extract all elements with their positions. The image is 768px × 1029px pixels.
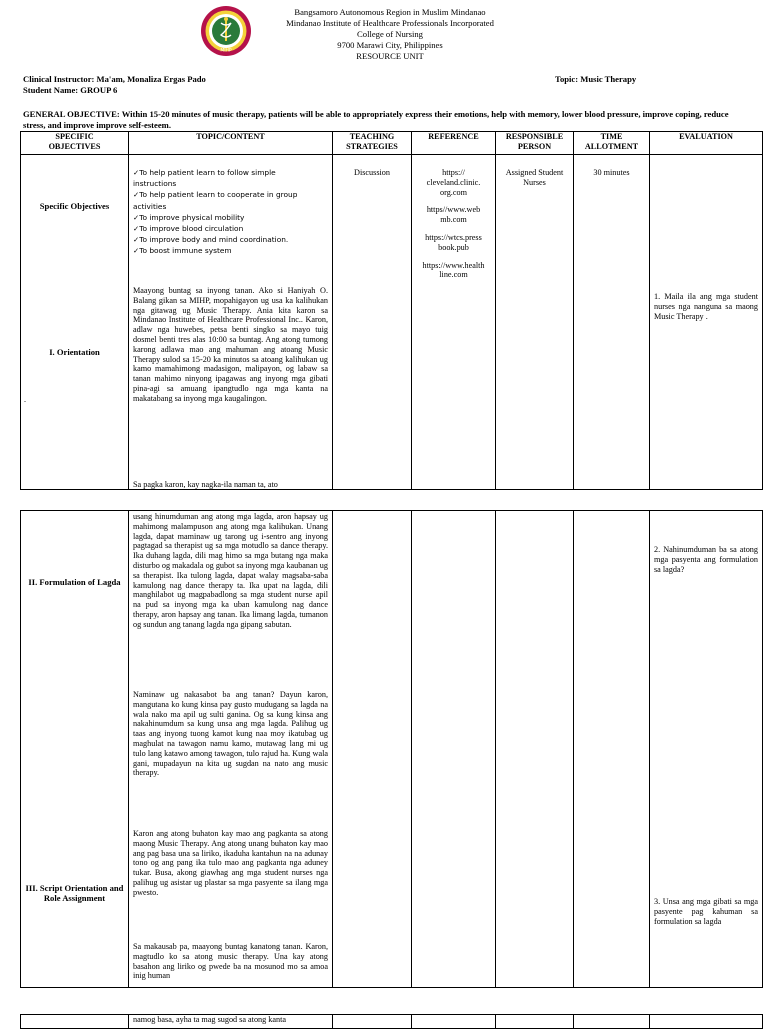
header-institute: Mindanao Institute of Healthcare Professionals Incorporated [286,18,494,28]
objective-item: ✓To improve physical mobility [133,212,245,222]
evaluation-cell [650,155,763,490]
student-name: Student Name: GROUP 6 [23,85,118,95]
stray-dot: . [24,395,26,404]
logo-text: MIHP [220,48,232,54]
objective-item: ✓To boost immune system [133,246,232,256]
empty-cell [650,1015,763,1029]
time-allotment: 30 minutes [574,155,650,490]
header-address: 9700 Marawi City, Philippines [337,40,443,50]
objective-item: ✓To improve body and mind coordination. [133,235,289,245]
col-reference: REFERENCE [412,132,496,155]
document-title: RESOURCE UNIT [356,51,424,61]
resource-table-page-3 [20,1014,763,1029]
content-cell [129,155,333,490]
col-topic-content: TOPIC/CONTENT [129,132,333,155]
col-evaluation: EVALUATION [650,132,763,155]
lagda-questions: Naminaw ug nakasabot ba ang tanan? Dayun karon, mangutana ko kung kinsa pay gusto mudugang sa lagda na wala nako ma apil ug sulti ganina. Og sa kung kinsa ang nakahinumdum sa kung unsa ang mga lagda. Palihug ug taas ang inyong tuong kamot kung naa moy ikatubag ug maghulat na tawagon namu kamo, mutawag lang mi ug tulo lang katawo among tawagon, tulo rajud ha. Kung wala gani, mupadayun na kita ug sugdan na nato ang music therapy. [133,690,328,778]
section-orientation: I. Orientation [49,347,100,357]
objective-item: ✓To improve blood circulation [133,224,244,234]
empty-cell [412,1015,496,1029]
objective-cell [21,155,129,490]
empty-cell [574,511,650,988]
resource-table-page-1 [20,131,763,490]
orientation-script: Maayong buntag sa inyong tanan. Ako si Haniyah O. Balang gikan sa MIHP, mopahigayon ug usa ka kalihukan nga gitawag ug Music Therapy. Ania kita karon sa Mindanao Institute of Healthcare Professional Inc.. Karon, adlaw nga huwebes, petsa benti singko sa mayo tuig dosmel benti tres alas 10:00 sa buntag. Ang atong tumong karong adlawa mao ang mahuman ang atoang Music Therapy sulod sa 15-20 ka minutos sa atoang kalihukan ug kamo mamahimong madasigon, malipayon, og labaw sa tanan mahimo ninyong ipagawas ang inyong mga gibati pina-agi sa amuang ipangtudlo nga mga kanta na makatabang sa inyong mga kaugalingon. [133,286,328,403]
empty-cell [333,1015,412,1029]
objective-cell [21,511,129,988]
evaluation-3: 3. Unsa ang mga gibati sa mga pasyente pag kahuman sa formulation sa lagda [654,897,758,926]
col-teaching-strategies: TEACHING STRATEGIES [333,132,412,155]
script-orientation-text: Karon ang atong buhaton kay mao ang pagkanta sa atong maong Music Therapy. Ang atong unang buhaton kay mao ang pag basa una sa liriko, ikaduha kantahun na na adunay tono og ang pang ika tulo mao ang pagkanta nga aduney tukar. Busa, akong giawhag ang mga student nurses nga palihug ug asistar ug plastar sa mga pasyente sa ilang mga pwesto. [133,829,328,897]
evaluation-1: 1. Maila ila ang mga student nurses nga nanguna sa maong Music Therapy . [654,292,758,321]
empty-cell [496,1015,574,1029]
evaluation-cell [650,511,763,988]
reference-list [412,155,496,490]
empty-cell [333,511,412,988]
header-college: College of Nursing [357,29,423,39]
evaluation-2: 2. Nahinumduman ba sa atong mga pasyenta ang formulation sa lagda? [654,545,758,574]
orientation-script-tail: Sa pagka karon, kay nagka-ila naman ta, ato [133,480,278,489]
col-time-allotment: TIME ALLOTMENT [574,132,650,155]
content-cell [129,511,333,988]
institute-logo [200,5,252,57]
objective-item: ✓To help patient learn to cooperate in group [133,190,298,200]
col-specific-objectives: SPECIFIC OBJECTIVES [21,132,129,155]
lagda-rules: usang hinumduman ang atong mga lagda, aron hapsay ug mahimong malampuson ang atong mga kalihukan. Unang lagda, dapat maminaw ug tarong ug i-sentro ang inyong pagtagad sa therapist ug sa mga motudlo sa dance therapy. Ika duhang lagda, dili mag himo sa mga butang nga maka disturbo og makadala og gubot sa inyong mga kaubanan ug sa therapist. Ika tulong lagda, dapat walay magsaba-saba kamulong nag dance therapy ta. Ika upat na lagda, dili manghilabot ug magpabadlong sa mga student nurse apil na pud sa inyong mga ka uban kamulong nag dance therapy, aron hapsay ang tanan. Ika limang lagda, tumanon og sundun ang tanang lagda nga gipang sabutan. [133,512,328,629]
objective-item: activities [133,201,167,211]
specific-objectives-label: Specific Objectives [39,201,110,211]
reference-link[interactable]: https:// cleveland.clinic. org.com [426,168,481,197]
objective-item: instructions [133,179,177,189]
empty-cell [412,511,496,988]
empty-cell [21,1015,129,1029]
clinical-instructor: Clinical Instructor: Ma'am, Monaliza Ergas Pado [23,74,206,84]
empty-cell [574,1015,650,1029]
col-responsible-person: RESPONSIBLE PERSON [496,132,574,155]
script-orientation-text-2: Sa makausab pa, maayong buntag kanatong tanan. Karon, magtudlo ko sa atong music therapy. Una kay atong basahon ang liriko og pwede ba na mosunod mo sa amoa inig human [133,942,328,981]
teaching-strategy: Discussion [333,155,412,490]
empty-cell [496,511,574,988]
resource-table-page-2 [20,510,763,988]
section-formulation: II. Formulation of Lagda [28,577,121,587]
content-cell-continued: namog basa, ayha ta mag sugod sa atong kanta [129,1015,333,1029]
reference-link[interactable]: https://wtcs.press book.pub [425,232,482,252]
objectives-list [129,155,332,257]
reference-link[interactable]: https://www.health line.com [422,260,485,280]
header-region: Bangsamoro Autonomous Region in Muslim Mindanao [294,7,486,17]
general-objective: GENERAL OBJECTIVE: Within 15-20 minutes of music therapy, patients will be able to appropriately express their emotions, help with memory, lower blood pressure, improve coping, reduce stress, and improve improve self-esteem. [23,109,729,130]
section-script-orientation: III. Script Orientation and Role Assignment [25,883,124,903]
objective-item: ✓To help patient learn to follow simple [133,168,276,177]
responsible-person: Assigned Student Nurses [496,155,574,490]
reference-link[interactable]: https//www.web mb.com [426,205,481,225]
topic: Topic: Music Therapy [555,74,637,84]
